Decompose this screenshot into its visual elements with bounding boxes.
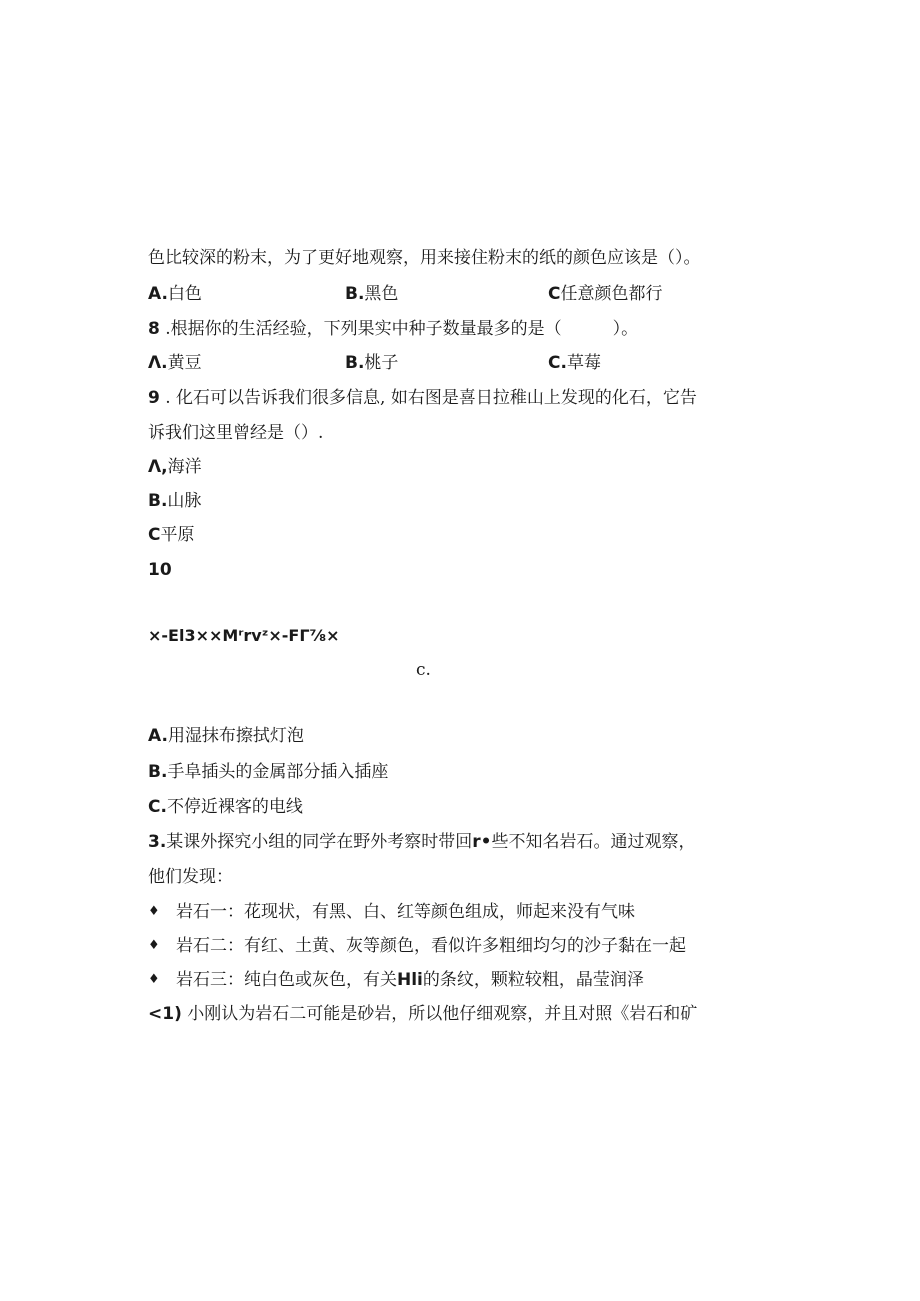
q10-option-b[interactable] <box>148 761 388 783</box>
q3-subquestion-1 <box>148 1003 697 1025</box>
question-number: 3. <box>148 832 167 852</box>
option-letter: Λ, <box>148 457 168 477</box>
option-text: 用湿抹布擦拭灯泡 <box>167 726 304 746</box>
question-text: 些不知名岩石。通过观察， <box>491 832 696 852</box>
q7-option-a[interactable] <box>148 283 202 305</box>
q7-option-b[interactable] <box>345 283 398 305</box>
option-letter: A. <box>148 726 168 746</box>
option-letter: B. <box>345 284 365 304</box>
option-letter: C <box>548 284 561 304</box>
q10-option-c[interactable] <box>148 796 303 818</box>
question-text: . 化石可以告诉我们很多信息, 如右图是喜日拉稚山上发现的化石，它告 <box>159 388 697 408</box>
option-letter: C <box>148 525 161 545</box>
option-letter: Λ. <box>148 353 168 373</box>
rock-1-description: 岩石一：花现状，有黑、白、红等颜色组成，师起来没有气味 <box>176 902 635 922</box>
garbled-fragment: r• <box>472 832 492 852</box>
q10-garbled-stem: ×-El3××Mʳrvᶻ×-FΓ⅞× <box>148 626 340 645</box>
option-letter: B. <box>148 491 168 511</box>
q10-option-a[interactable] <box>148 725 304 747</box>
option-text: 任意颜色都行 <box>560 284 663 304</box>
q9-option-b[interactable] <box>148 490 201 512</box>
q9-option-c[interactable] <box>148 524 194 546</box>
bullet-diamond-icon: ♦ <box>148 938 160 953</box>
q7-stem: 色比较深的粉末，为了更好地观察，用来接住粉末的纸的颜色应该是（）。 <box>148 248 701 268</box>
q10-number: 10 <box>148 560 172 580</box>
subquestion-number: <1) <box>148 1004 182 1024</box>
option-text: 山脉 <box>167 491 202 511</box>
question-number: 8 <box>148 319 160 339</box>
question-text: 某课外探究小组的同学在野外考察时带回 <box>166 832 473 852</box>
q10-c-label: c. <box>416 660 431 680</box>
bullet-diamond-icon: ♦ <box>148 972 160 987</box>
rock-2-description: 岩石二：有红、土黄、灰等颜色，看似许多粗细均匀的沙子黏在一起 <box>176 936 686 956</box>
rock-text: 岩石三：纯白色或灰色，有关 <box>176 970 397 990</box>
question-number: 9 <box>148 388 160 408</box>
option-text: 手阜插头的金属部分插入插座 <box>167 762 389 782</box>
option-text: 不停近裸客的电线 <box>166 797 303 817</box>
q3-stem-line2: 他们发现： <box>148 867 233 887</box>
subquestion-text: 小刚认为岩石二可能是砂岩，所以他仔细观察，并且对照《岩石和矿 <box>181 1004 698 1024</box>
q8-stem <box>148 318 638 340</box>
garbled-fragment: Hli <box>397 970 423 990</box>
q9-stem-line2: 诉我们这里曾经是（）. <box>148 423 324 443</box>
q8-option-a[interactable] <box>148 352 202 374</box>
option-text: 白色 <box>167 284 202 304</box>
option-letter: A. <box>148 284 168 304</box>
option-letter: B. <box>345 353 365 373</box>
bullet-diamond-icon: ♦ <box>148 904 160 919</box>
option-letter: C. <box>148 797 167 817</box>
q9-option-a[interactable] <box>148 456 202 478</box>
option-letter: C. <box>548 353 567 373</box>
q8-option-c[interactable] <box>548 352 601 374</box>
q3-stem-line1 <box>148 831 696 853</box>
option-text: 桃子 <box>364 353 399 373</box>
rock-text: 的条纹，颗粒较粗，晶莹润泽 <box>422 970 644 990</box>
q9-stem-line1 <box>148 387 697 409</box>
option-text: 草莓 <box>566 353 601 373</box>
option-text: 平原 <box>160 525 195 545</box>
q7-option-c[interactable] <box>548 283 662 305</box>
option-letter: B. <box>148 762 168 782</box>
option-text: 海洋 <box>167 457 202 477</box>
option-text: 黑色 <box>364 284 399 304</box>
q8-option-b[interactable] <box>345 352 398 374</box>
option-text: 黄豆 <box>167 353 202 373</box>
rock-3-description <box>176 969 644 991</box>
question-text: .根据你的生活经验，下列果实中种子数量最多的是（ ）。 <box>159 319 639 339</box>
